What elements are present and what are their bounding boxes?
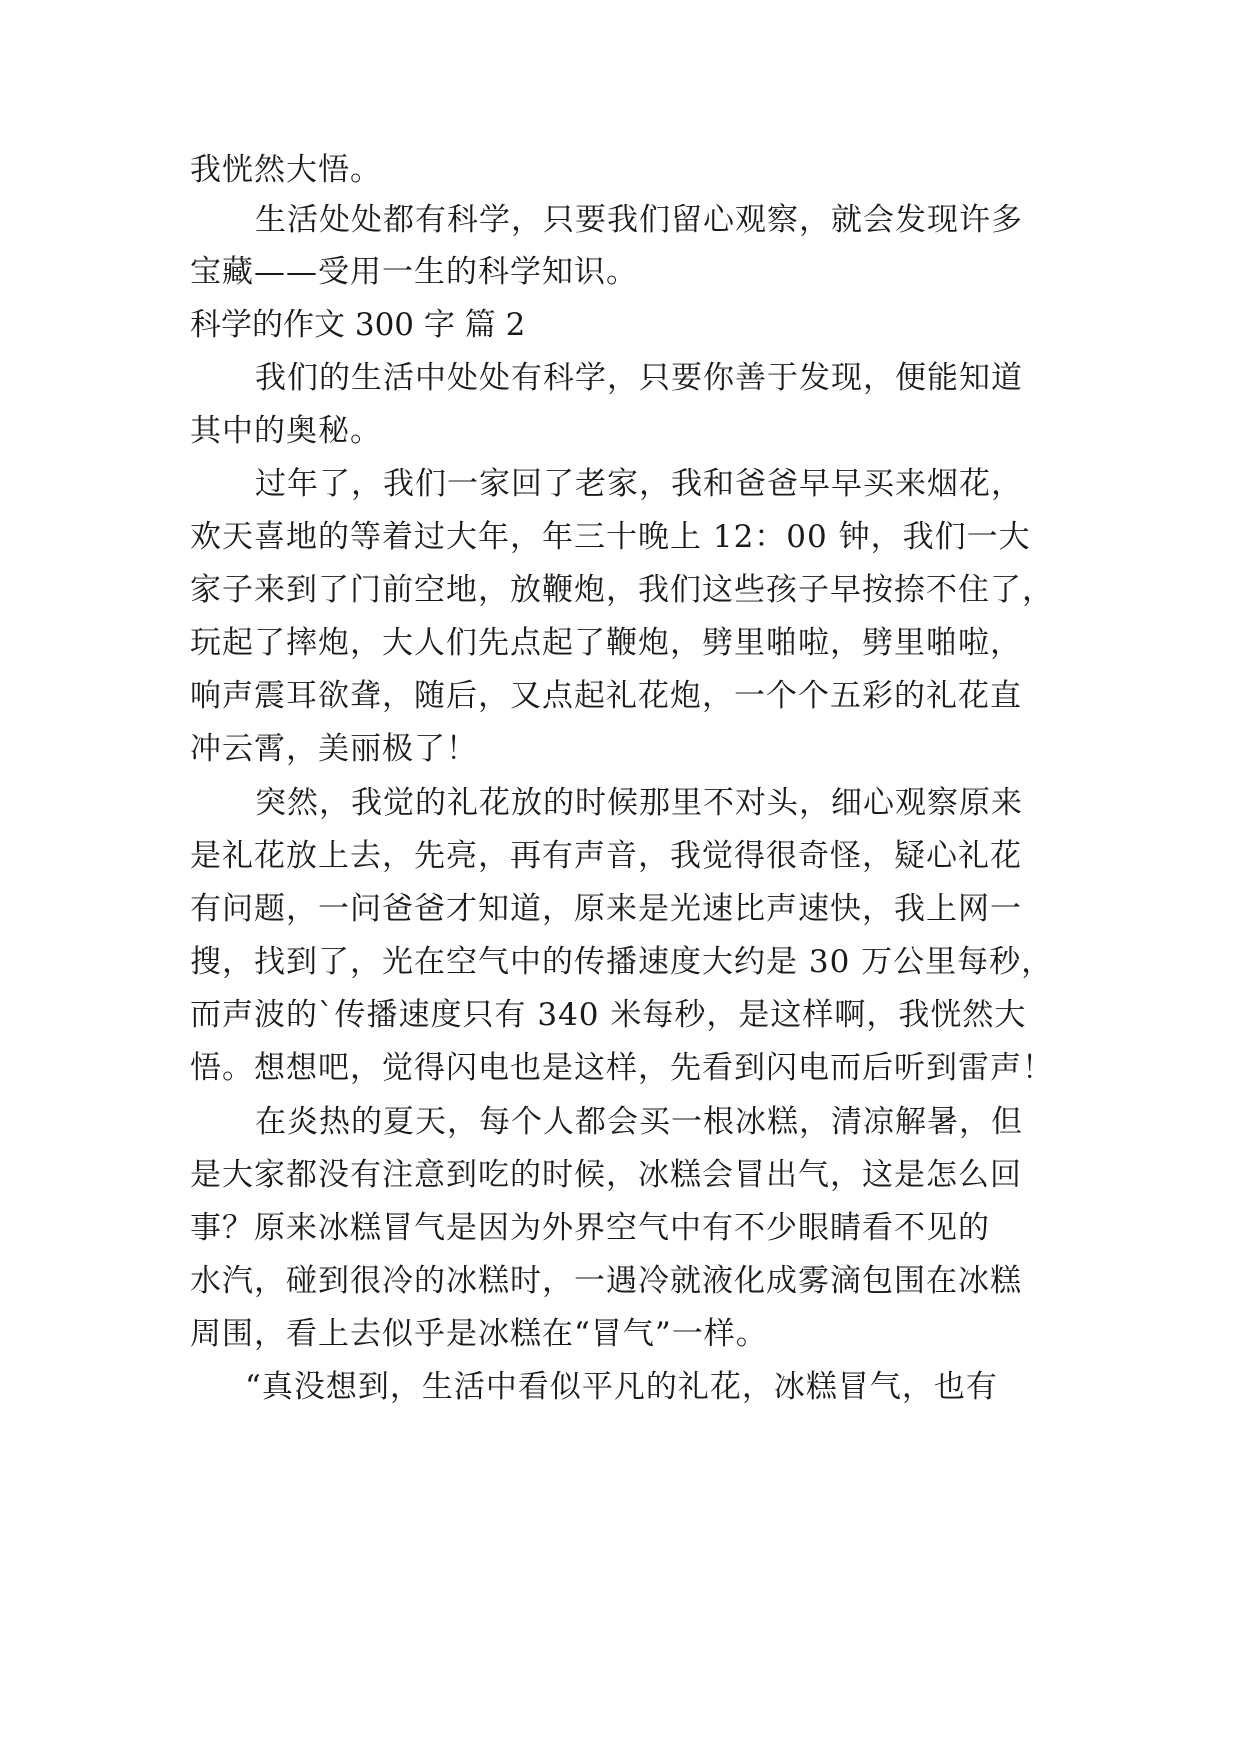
text-line: 周围，看上去似乎是冰糕在“冒气”一样。: [190, 1316, 768, 1352]
text-line: 而声波的`传播速度只有 340 米每秒，是这样啊，我恍然大: [190, 997, 1027, 1033]
paragraph-start-line: 在炎热的夏天，每个人都会买一根冰糕，清凉解暑，但: [255, 1104, 1023, 1140]
text-line: 有问题，一问爸爸才知道，原来是光速比声速快，我上网一: [190, 891, 1022, 927]
text-line: 其中的奥秘。: [190, 413, 382, 449]
text-line: 搜，找到了，光在空气中的传播速度大约是 30 万公里每秒，: [190, 944, 1054, 980]
text-line: 是礼花放上去，先亮，再有声音，我觉得很奇怪，疑心礼花: [190, 838, 1022, 874]
paragraph-start-line: “真没想到，生活中看似平凡的礼花，冰糕冒气，也有: [245, 1369, 998, 1405]
text-line: 是大家都没有注意到吃的时候，冰糕会冒出气，这是怎么回: [190, 1157, 1022, 1193]
text-line: 玩起了摔炮，大人们先点起了鞭炮，劈里啪啦，劈里啪啦，: [190, 625, 1022, 661]
text-line: 悟。想想吧，觉得闪电也是这样，先看到闪电而后听到雷声！: [190, 1050, 1054, 1086]
text-line: 响声震耳欲聋，随后，又点起礼花炮，一个个五彩的礼花直: [190, 678, 1022, 714]
paragraph-start-line: 生活处处都有科学，只要我们留心观察，就会发现许多: [255, 202, 1023, 238]
text-line: 事？原来冰糕冒气是因为外界空气中有不少眼睛看不见的: [190, 1210, 990, 1246]
paragraph-start-line: 突然，我觉的礼花放的时候那里不对头，细心观察原来: [255, 785, 1023, 821]
text-line: 家子来到了门前空地，放鞭炮，我们这些孩子早按捺不住了，: [190, 572, 1054, 608]
paragraph-start-line: 过年了，我们一家回了老家，我和爸爸早早买来烟花，: [255, 466, 1023, 502]
text-line: 我恍然大悟。: [190, 152, 382, 188]
paragraph-start-line: 我们的生活中处处有科学，只要你善于发现，便能知道: [255, 360, 1023, 396]
text-line: 冲云霄，美丽极了！: [190, 731, 478, 767]
text-line: 宝藏——受用一生的科学知识。: [190, 254, 638, 290]
text-line: 欢天喜地的等着过大年，年三十晚上 12：00 钟，我们一大: [190, 519, 1031, 555]
text-line: 水汽，碰到很冷的冰糕时，一遇冷就液化成雾滴包围在冰糕: [190, 1263, 1022, 1299]
section-heading: 科学的作文 300 字 篇 2: [190, 307, 526, 343]
